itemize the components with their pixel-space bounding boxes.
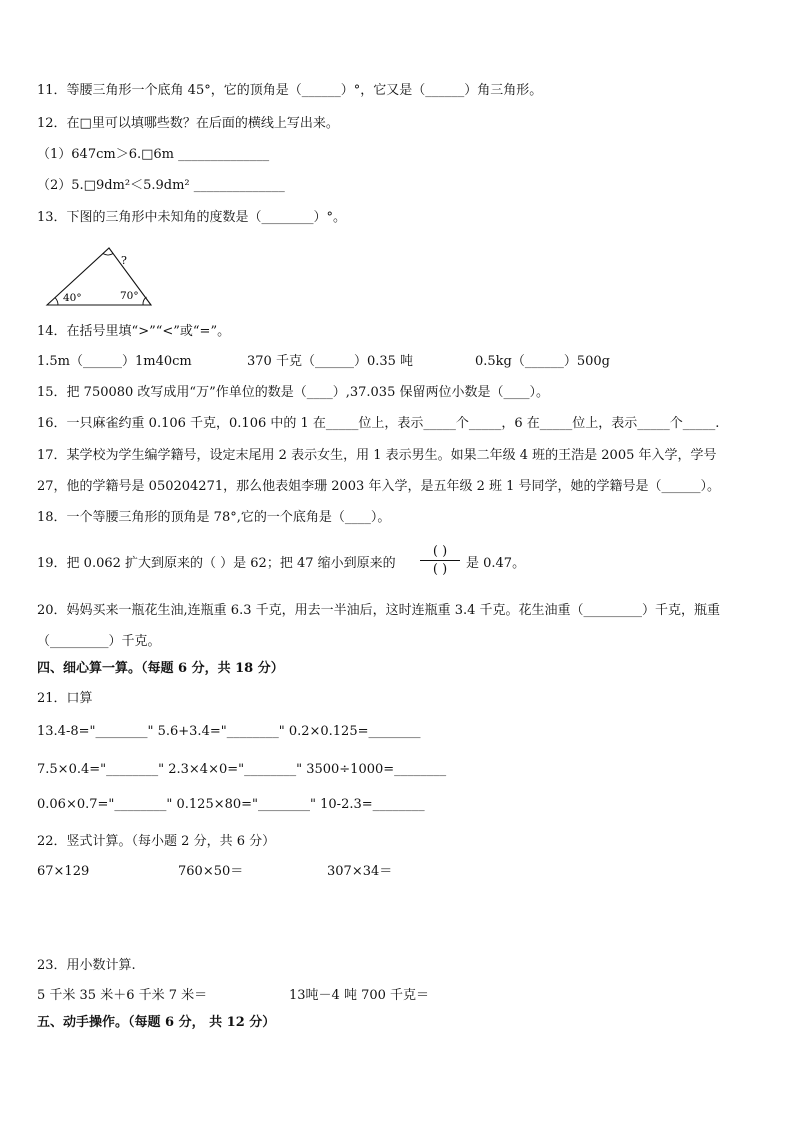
section-5-heading: 五、动手操作。（每题 6 分， 共 12 分） [37,1015,276,1030]
fraction-denominator: ( ) [432,562,448,577]
fraction-numerator: ( ) [432,544,448,559]
question-22-item-1: 67×129 [37,864,90,879]
question-11: 11．等腰三角形一个底角 45°，它的顶角是（______）°，它又是（______）角三角形。 [37,83,543,98]
question-19-fraction [418,543,462,578]
right-angle-label: 70° [120,290,139,302]
question-22-item-3: 307×34＝ [327,864,393,879]
question-23-stem: 23．用小数计算. [37,958,136,973]
question-22-item-2: 760×50＝ [178,864,244,879]
question-20-line-1: 20．妈妈买来一瓶花生油,连瓶重 6.3 千克，用去一半油后，这时连瓶重 3.4 千克。花生油重（_________）千克，瓶重 [37,603,721,618]
question-22-stem: 22．竖式计算。（每小题 2 分，共 6 分） [37,834,276,849]
question-23-item-2: 13吨－4 吨 700 千克＝ [289,988,430,1003]
question-21-stem: 21．口算 [37,691,93,706]
question-23-item-1: 5 千米 35 米＋6 千米 7 米＝ [37,988,208,1003]
question-14-stem: 14．在括号里填“>”“<”或“=”。 [37,324,231,339]
question-14-item-1: 1.5m（______）1m40cm [37,354,192,369]
question-20-line-2: （_________）千克。 [37,634,161,649]
question-21-row-1: 13.4-8="________" 5.6+3.4="________" 0.2×0.125=________ [37,724,421,739]
question-12-part-2: （2）5.□9dm²＜5.9dm² ______________ [37,178,285,193]
question-19-tail: 是 0.47。 [466,556,526,571]
question-21-row-3: 0.06×0.7="________" 0.125×80="________" 10-2.3=________ [37,797,425,812]
question-16: 16．一只麻雀约重 0.106 千克，0.106 中的 1 在_____位上，表示_____个_____，6 在_____位上，表示_____个_____. [37,416,720,431]
question-12-part-1: （1）647cm＞6.□6m ______________ [37,147,270,162]
left-angle-arc [55,298,58,305]
question-17-line-1: 17．某学校为学生编学籍号，设定末尾用 2 表示女生，用 1 表示男生。如果二年级 4 班的王浩是 2005 年入学，学号 [37,448,717,463]
question-17-line-2: 27，他的学籍号是 050204271，那么他表姐李珊 2003 年入学，是五年级 2 班 1 号同学，她的学籍号是（______）。 [37,479,721,494]
question-21-row-2: 7.5×0.4="________" 2.3×4×0="________" 3500÷1000=________ [37,762,447,777]
question-19-text: 19．把 0.062 扩大到原来的（ ）是 62；把 47 缩小到原来的 [37,556,396,571]
unknown-angle-label: ? [121,254,127,267]
top-angle-arc [103,254,113,256]
question-12-stem: 12．在□里可以填哪些数？在后面的横线上写出来。 [37,116,339,131]
left-angle-label: 40° [63,292,82,304]
question-14-item-2: 370 千克（______）0.35 吨 [247,354,414,369]
triangle-figure [44,242,156,308]
question-13-stem: 13．下图的三角形中未知角的度数是（________）°。 [37,210,347,225]
section-4-heading: 四、细心算一算。（每题 6 分，共 18 分） [37,661,284,676]
question-18: 18．一个等腰三角形的顶角是 78°,它的一个底角是（____）。 [37,510,391,525]
question-14-item-3: 0.5kg（______）500g [475,354,611,369]
question-15: 15．把 750080 改写成用“万”作单位的数是（____）,37.035 保留两位小数是（____）。 [37,385,549,400]
